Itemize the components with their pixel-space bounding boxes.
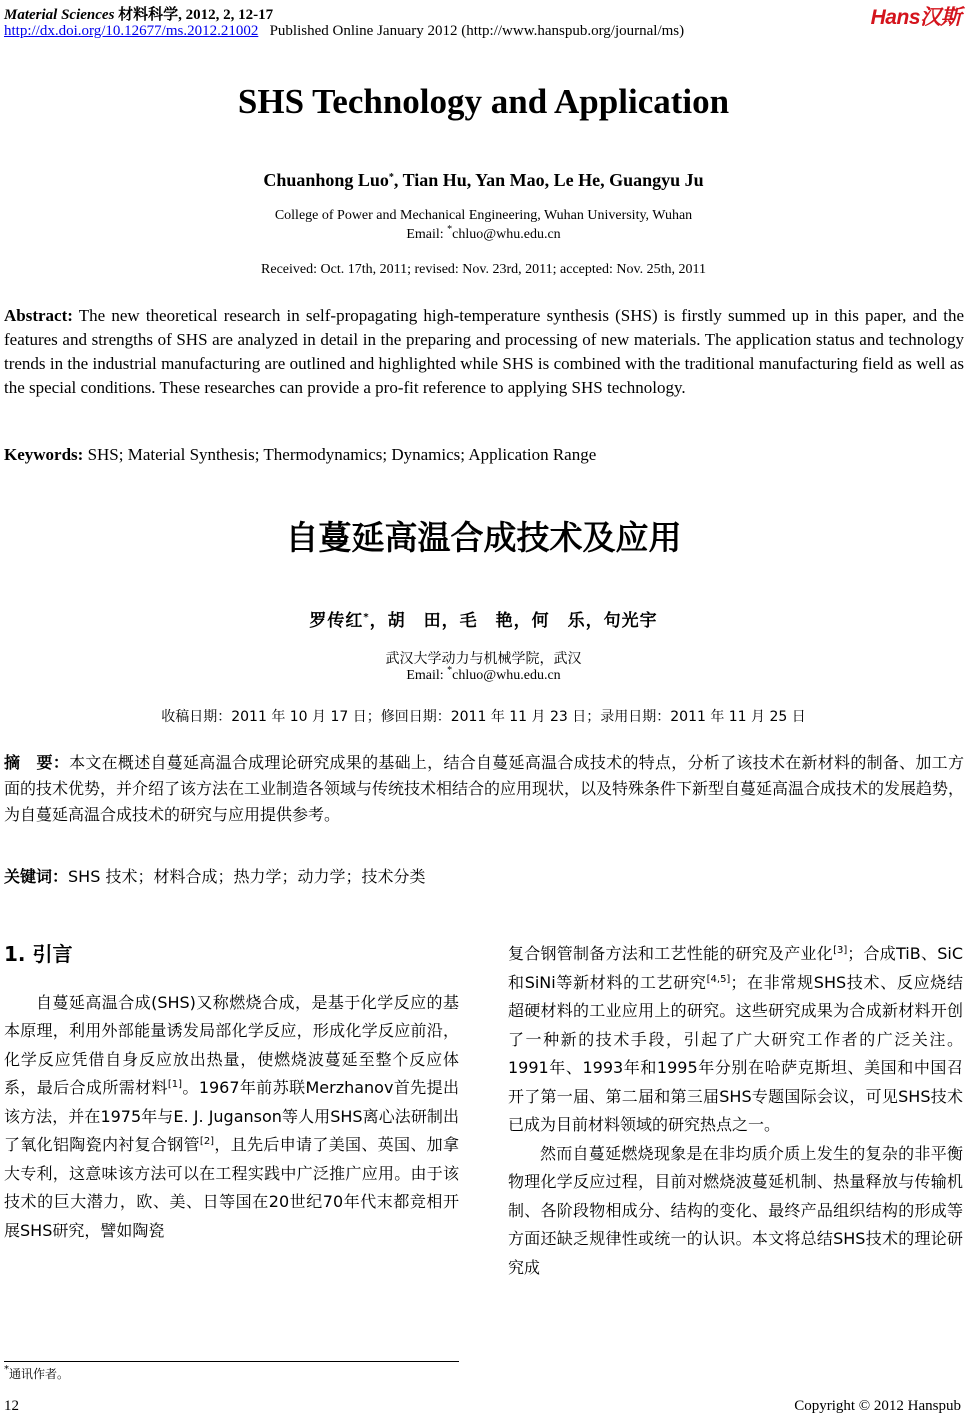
email-mark: * <box>447 224 453 235</box>
hans-logo: Hans汉斯 <box>870 6 961 29</box>
author-list-cn <box>0 606 967 631</box>
email-label-cn: Email: <box>406 668 448 683</box>
corresponding-mark: * <box>388 172 394 183</box>
section-title-introduction: 1. 引言 <box>4 942 73 966</box>
email-address: chluo@whu.edu.cn <box>452 227 561 242</box>
intro-cont-b: ；合成TiB、SiC和SiNi等新材料的工艺研究 <box>508 944 963 992</box>
author-list <box>0 170 967 191</box>
intro-cont-a: 复合钢管制备方法和工艺性能的研究及产业化 <box>508 944 834 963</box>
footnote <box>4 1365 69 1382</box>
copyright: Copyright © 2012 Hanspub <box>794 1398 961 1414</box>
journal-name: Material Sciences <box>4 7 115 23</box>
footnote-mark: * <box>4 1364 9 1375</box>
email-mark-cn: * <box>447 665 453 676</box>
citation-1[interactable]: [1] <box>167 1079 183 1090</box>
body-left-column <box>4 940 459 1245</box>
keywords-en <box>4 443 964 467</box>
email-label: Email: <box>406 227 448 242</box>
footnote-rule <box>4 1361 459 1362</box>
abstract-label-cn: 摘 要： <box>4 753 70 772</box>
affiliation-cn: 武汉大学动力与机械学院，武汉 <box>385 651 582 667</box>
keywords-text: SHS; Material Synthesis; Thermodynamics; Dynamics; Application Range <box>83 445 597 464</box>
journal-issue: 材料科学, 2012, 2, 12-17 <box>114 7 274 23</box>
email-address-cn: chluo@whu.edu.cn <box>452 668 561 683</box>
intro-paragraph-1 <box>4 989 459 1246</box>
citation-4-5[interactable]: [4,5] <box>706 973 731 985</box>
keywords-label: Keywords: <box>4 445 84 464</box>
paper-title: SHS Technology and Application <box>237 82 730 121</box>
intro-cont-c: ；在非常规SHS技术、反应烧结超硬材料的工业应用上的研究。这些研究成果为合成新材料开创了一种新的技术手段，引起了广大研究工作者的广泛关注。1991年、1993年和1995年分别在哈萨克斯坦、美国和中国召开了第一届、第二届和第三届SHS专题国际会议，可见SHS技术已成为目前材料领域的研究热点之一。 <box>508 972 963 1134</box>
corresponding-mark-cn: * <box>363 612 370 623</box>
abstract-text: The new theoretical research in self-propagating high-temperature synthesis (SHS) is firstly summed up in this paper, and the features and strengths of SHS are analyzed in detail in the preparing and processing of new materials. The application status and technology trends in the industrial manufacturing are outlined and highlighted while SHS is combined with the traditional manufacturing field as well as the special conditions. These researches can provide a pro-fit reference to applying SHS technology. <box>4 306 964 397</box>
intro-text-c: ，且先后申请了美国、英国、加拿大专利，这意味该方法可以在工程实践中广泛推广应用。由于该技术的巨大潜力，欧、美、日等国在20世纪70年代末都竞相开展SHS研究，譬如陶瓷 <box>4 1135 459 1240</box>
received-dates-cn: 收稿日期：2011 年 10 月 17 日；修回日期：2011 年 11 月 23 日；录用日期：2011 年 11 月 25 日 <box>161 709 806 725</box>
citation-2[interactable]: [2] <box>199 1136 215 1147</box>
body-right-column <box>508 940 963 1282</box>
other-authors-cn: ，胡 田，毛 艳，何 乐，句光宇 <box>369 611 658 631</box>
author-email-cn <box>0 665 967 684</box>
author-email <box>0 224 967 243</box>
keywords-label-cn: 关键词： <box>4 867 69 886</box>
intro-paragraph-2: 然而自蔓延燃烧现象是在非均质介质上发生的复杂的非平衡物理化学反应过程，目前对燃烧波蔓延机制、热量释放与传输机制、各阶段物相成分、结构的变化、最终产品组织结构的形成等方面还缺乏规律性或统一的认识。本文将总结SHS技术的理论研究成 <box>508 1143 963 1277</box>
published-online: Published Online January 2012 (http://www.hanspub.org/journal/ms) <box>269 23 685 39</box>
page-number: 12 <box>4 1398 19 1414</box>
abstract-label: Abstract: <box>4 306 73 325</box>
journal-header <box>4 3 273 24</box>
intro-paragraph-1-cont <box>508 940 963 1140</box>
first-author: Chuanhong Luo <box>263 170 389 190</box>
other-authors: , Tian Hu, Yan Mao, Le He, Guangyu Ju <box>393 170 704 190</box>
received-dates: Received: Oct. 17th, 2011; revised: Nov. 23rd, 2011; accepted: Nov. 25th, 2011 <box>261 262 706 277</box>
first-author-cn: 罗传红 <box>309 611 364 631</box>
intro-text-b: 。1967年前苏联Merzhanov首先提出该方法，并在1975年与E. J. Juganson等人用SHS离心法研制出了氧化铝陶瓷内衬复合钢管 <box>4 1078 459 1154</box>
footnote-text: 通讯作者。 <box>9 1367 70 1381</box>
abstract-text-cn: 本文在概述自蔓延高温合成理论研究成果的基础上，结合自蔓延高温合成技术的特点，分析了该技术在新材料的制备、加工方面的技术优势，并介绍了该方法在工业制造各领域与传统技术相结合的应用现状，以及特殊条件下新型自蔓延高温合成技术的发展趋势，为自蔓延高温合成技术的研究与应用提供参考。 <box>4 753 965 824</box>
doi-link[interactable]: http://dx.doi.org/10.12677/ms.2012.21002 <box>4 23 259 39</box>
abstract-en <box>4 304 964 400</box>
abstract-cn <box>4 750 964 828</box>
keywords-cn <box>4 864 964 890</box>
affiliation: College of Power and Mechanical Engineering, Wuhan University, Wuhan <box>274 208 693 223</box>
keywords-text-cn: SHS 技术；材料合成；热力学；动力学；技术分类 <box>68 867 426 886</box>
intro-text-a: 自蔓延高温合成(SHS)又称燃烧合成，是基于化学反应的基本原理，利用外部能量诱发局部化学反应，形成化学反应前沿，化学反应凭借自身反应放出热量，使燃烧波蔓延至整个反应体系，最后合成所需材料 <box>4 992 459 1097</box>
citation-3[interactable]: [3] <box>833 945 848 956</box>
doi-line <box>4 23 684 40</box>
paper-title-cn: 自蔓延高温合成技术及应用 <box>285 518 682 557</box>
